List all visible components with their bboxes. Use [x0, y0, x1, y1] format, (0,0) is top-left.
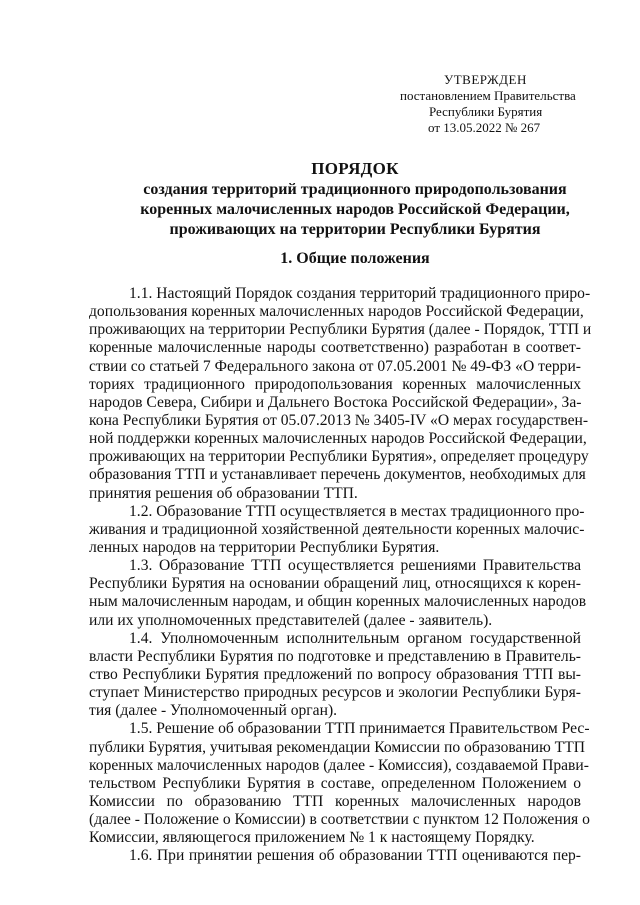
paragraph-line: публики Бурятия, учитывая рекомендации Комиссии по образованию ТТП — [89, 738, 585, 756]
paragraph-line: ным малочисленным народам, и общин коренных малочисленных народов — [89, 593, 587, 611]
paragraph-line: ленных народов на территории Республики Бурятия. — [89, 538, 440, 556]
document-body — [89, 285, 592, 866]
document-title-main: ПОРЯДОК — [311, 159, 399, 178]
paragraph-line: 1.2. Образование ТТП осуществляется в местах традиционного про- — [129, 502, 585, 520]
paragraph-line: Республики Бурятия на основании обращений лиц, относящихся к корен- — [89, 575, 581, 593]
paragraph-line: власти Республики Бурятия по подготовке и представлению в Правитель- — [89, 647, 581, 665]
approval-line: от 13.05.2022 № 267 — [428, 120, 541, 135]
paragraph-line: коренные малочисленные народы соответственно) разработан в соответ- — [89, 339, 581, 357]
paragraph-line: 1.6. При принятии решения об образовании ТТП оцениваются пер- — [129, 847, 581, 865]
paragraph-line: ступает Министерство природных ресурсов и экологии Республики Буря- — [89, 684, 581, 702]
approval-block — [400, 72, 600, 136]
paragraph-line: 1.5. Решение об образовании ТТП принимается Правительством Рес- — [129, 720, 590, 738]
paragraph-line: образования ТТП и устанавливает перечень документов, необходимых для — [89, 466, 586, 484]
paragraph-line: проживающих на территории Республики Бурятия», определяет процедуру — [89, 448, 589, 466]
document-title — [60, 159, 640, 240]
paragraph-line: Комиссии, являющегося приложением № 1 к настоящему Порядку. — [89, 829, 535, 847]
paragraph-line: принятия решения об образовании ТТП. — [89, 484, 358, 502]
paragraph-line: коренных малочисленных народов (далее - Комиссия), создаваемой Прави- — [89, 756, 589, 774]
paragraph-line: допользования коренных малочисленных народов Российской Федерации, — [89, 303, 584, 321]
approval-line: постановлением Правительства — [400, 88, 576, 103]
paragraph-line: Комиссии по образованию ТТП коренных малочисленных народов — [89, 792, 581, 810]
paragraph-line: живания и традиционной хозяйственной деятельности коренных малочис- — [89, 520, 585, 538]
paragraph-line: ториях традиционного природопользования коренных малочисленных — [89, 375, 581, 393]
approval-line: Республики Бурятия — [429, 104, 543, 119]
paragraph-line: тия (далее - Уполномоченный орган). — [89, 702, 338, 720]
paragraph-line: народов Севера, Сибири и Дальнего Востока Российской Федерации», За- — [89, 393, 582, 411]
paragraph-line: проживающих на территории Республики Бурятия (далее - Порядок, ТТП и — [89, 321, 592, 339]
document-title-subtitle: коренных малочисленных народов Российской Федерации, — [140, 201, 570, 218]
paragraph-line: ствии со статьей 7 Федерального закона от 07.05.2001 № 49-ФЗ «О терри- — [89, 357, 581, 375]
document-title-subtitle: проживающих на территории Республики Бурятия — [169, 221, 541, 238]
document-title-subtitle: создания территорий традиционного природопользования — [143, 181, 567, 198]
paragraph-line: или их уполномоченных представителей (далее - заявитель). — [89, 611, 493, 629]
section-heading: 1. Общие положения — [280, 250, 430, 267]
paragraph-line: 1.4. Уполномоченным исполнительным органом государственной — [129, 629, 581, 647]
paragraph-line: 1.3. Образование ТТП осуществляется решениями Правительства — [129, 557, 581, 575]
approval-line: УТВЕРЖДЕН — [444, 72, 527, 87]
paragraph-line: ной поддержки коренных малочисленных народов Российской Федерации, — [89, 430, 587, 448]
paragraph-line: тельством Республики Бурятия в составе, определенном Положением о — [89, 774, 581, 792]
paragraph-line: кона Республики Бурятия от 05.07.2013 № 3405-IV «О мерах государствен- — [89, 411, 589, 429]
paragraph-line: (далее - Положение о Комиссии) в соответствии с пунктом 12 Положения о — [89, 811, 590, 829]
paragraph-line: ство Республики Бурятия предложений по вопросу образования ТТП вы- — [89, 665, 581, 683]
paragraph-line: 1.1. Настоящий Порядок создания территорий традиционного приро- — [129, 285, 591, 302]
